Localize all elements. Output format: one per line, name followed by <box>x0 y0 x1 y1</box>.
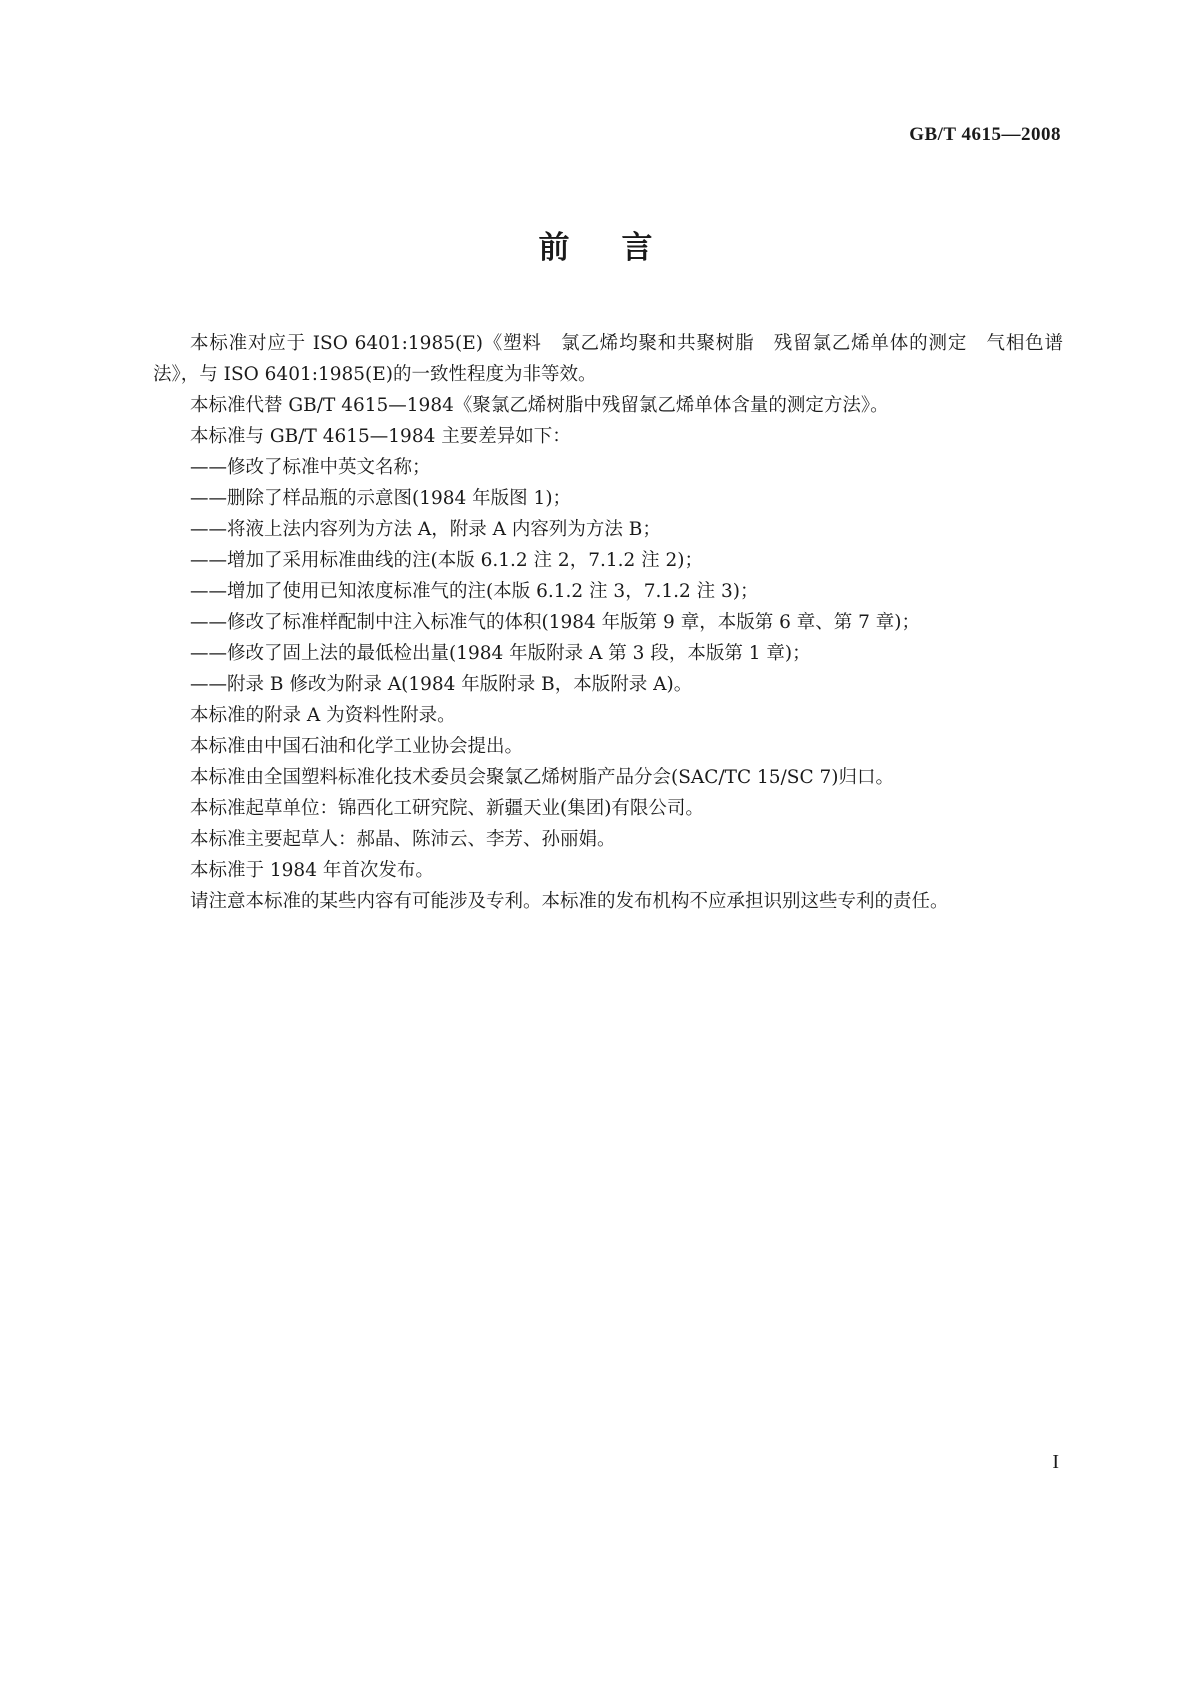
list-item: ——修改了标准样配制中注入标准气的体积(1984 年版第 9 章，本版第 6 章、第 7 章)； <box>190 612 920 633</box>
differences-list <box>153 452 1063 700</box>
paragraph-replaces: 本标准代替 GB/T 4615—1984《聚氯乙烯树脂中残留氯乙烯单体含量的测定方法》。 <box>190 395 889 416</box>
paragraph-proposer: 本标准由中国石油和化学工业协会提出。 <box>190 736 524 757</box>
paragraph-patent-notice: 请注意本标准的某些内容有可能涉及专利。本标准的发布机构不应承担识别这些专利的责任。 <box>190 891 949 912</box>
paragraph-differences-intro: 本标准与 GB/T 4615—1984 主要差异如下： <box>190 426 571 447</box>
paragraph-drafters: 本标准主要起草人：郝晶、陈沛云、李芳、孙丽娟。 <box>190 829 616 850</box>
preface-body <box>153 328 1063 917</box>
list-item: ——修改了标准中英文名称； <box>190 457 431 478</box>
list-item: ——将液上法内容列为方法 A，附录 A 内容列为方法 B； <box>190 519 661 540</box>
standard-code: GB/T 4615—2008 <box>909 124 1061 145</box>
list-item: ——删除了样品瓶的示意图(1984 年版图 1)； <box>190 488 572 509</box>
paragraph-correspondence: 本标准对应于 ISO 6401:1985(E)《塑料 氯乙烯均聚和共聚树脂 残留氯乙烯单体的测定 气相色谱法》，与 ISO 6401:1985(E)的一致性程度为非等效。 <box>153 333 1063 385</box>
list-item: ——增加了使用已知浓度标准气的注(本版 6.1.2 注 3，7.1.2 注 3)； <box>190 581 759 602</box>
list-item: ——增加了采用标准曲线的注(本版 6.1.2 注 2，7.1.2 注 2)； <box>190 550 704 571</box>
list-item: ——修改了固上法的最低检出量(1984 年版附录 A 第 3 段，本版第 1 章)； <box>190 643 811 664</box>
page-title: 前言 <box>538 230 705 266</box>
paragraph-centralized: 本标准由全国塑料标准化技术委员会聚氯乙烯树脂产品分会(SAC/TC 15/SC 7)归口。 <box>190 767 894 788</box>
paragraph-first-release: 本标准于 1984 年首次发布。 <box>190 860 434 881</box>
page-number: I <box>1052 1451 1059 1473</box>
paragraph-appendix: 本标准的附录 A 为资料性附录。 <box>190 705 456 726</box>
list-item: ——附录 B 修改为附录 A(1984 年版附录 B，本版附录 A)。 <box>190 674 693 695</box>
paragraph-drafting-units: 本标准起草单位：锦西化工研究院、新疆天业(集团)有限公司。 <box>190 798 704 819</box>
